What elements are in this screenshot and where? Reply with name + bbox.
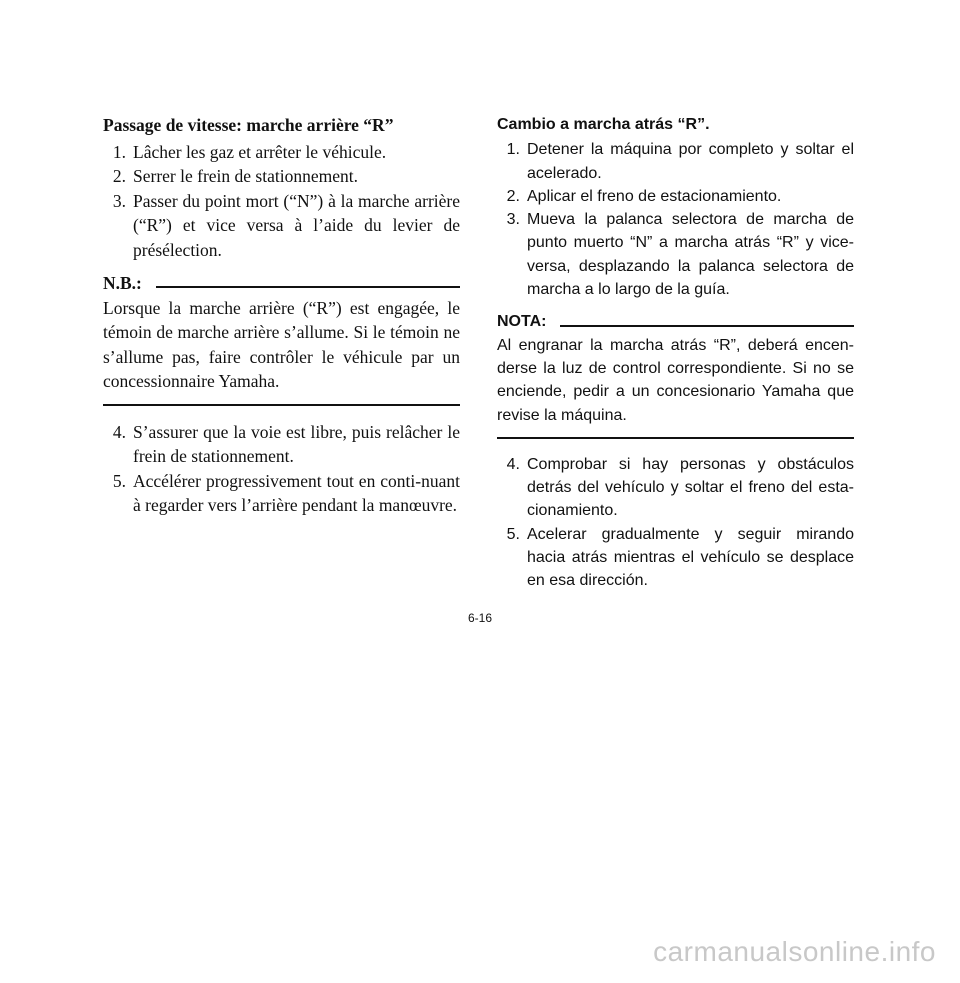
spanish-step-1 <box>497 138 854 185</box>
note-header-rule <box>156 286 460 288</box>
step-text: Passer du point mort (“N”) à la marche arrière (“R”) et vice versa à l’aide du levier de présélection. <box>133 190 460 260</box>
french-heading: Passage de vitesse: marche arrière “R” <box>103 115 394 135</box>
note-end-rule <box>497 437 854 439</box>
spanish-step-5 <box>497 523 854 593</box>
step-number: 3. <box>506 211 520 229</box>
spanish-step-2 <box>497 185 854 208</box>
french-steps-list <box>103 140 460 263</box>
step-text: Lâcher les gaz et arrêter le véhicule. <box>133 141 387 162</box>
step-number: 1. <box>112 141 126 162</box>
french-column <box>103 113 460 518</box>
step-text: Serrer le frein de stationnement. <box>133 166 358 186</box>
french-note-header <box>103 271 460 296</box>
french-step-4 <box>103 420 460 469</box>
step-number: 2. <box>506 187 520 205</box>
spanish-steps-list-continued <box>497 453 854 593</box>
french-note-label: N.B.: <box>103 273 142 293</box>
spanish-step-4 <box>497 453 854 523</box>
step-text: Accélérer progressivement tout en conti-nuant à regarder vers l’arrière pendant la manœuvre. <box>133 470 460 515</box>
french-step-5 <box>103 469 460 518</box>
step-text: S’assurer que la voie est libre, puis relâcher le frein de stationnement. <box>133 421 460 466</box>
step-text: Acelerar gradualmente y seguir mirando hacia atrás mientras el vehículo se desplace en esa dirección. <box>527 525 854 590</box>
spanish-column <box>497 113 854 593</box>
spanish-steps-list <box>497 138 854 301</box>
spanish-note-text: Al engranar la marcha atrás “R”, deberá encen-derse la luz de control correspondiente. Si no se enciende, pedir a un concesionario Yamaha que revise la máquina. <box>497 336 854 424</box>
step-number: 5. <box>506 525 520 543</box>
step-number: 4. <box>112 421 126 442</box>
watermark: carmanualsonline.info <box>653 936 936 967</box>
french-step-3 <box>103 189 460 263</box>
step-text: Detener la máquina por completo y soltar el acelerado. <box>527 141 854 182</box>
french-step-1 <box>103 140 460 165</box>
spanish-note-header <box>497 310 854 333</box>
french-step-2 <box>103 164 460 189</box>
spanish-note-label: NOTA: <box>497 313 547 331</box>
step-number: 5. <box>112 470 126 491</box>
step-number: 2. <box>112 166 126 186</box>
step-text: Aplicar el freno de estacionamiento. <box>527 187 782 205</box>
step-number: 4. <box>506 455 520 473</box>
page-number: 6-16 <box>467 611 493 625</box>
step-text: Mueva la palanca selectora de marcha de punto muerto “N” a marcha atrás “R” y vice-versa, desplazando la palanca selectora de marcha a lo largo de la guía. <box>527 211 854 299</box>
french-steps-list-continued <box>103 420 460 518</box>
french-note-text: Lorsque la marche arrière (“R”) est engagée, le témoin de marche arrière s’allume. Si le témoin ne s’allume pas, faire contrôler le véhicule par un concessionnaire Yamaha. <box>103 297 460 391</box>
step-number: 1. <box>506 141 520 159</box>
spanish-heading: Cambio a marcha atrás “R”. <box>497 116 710 133</box>
spanish-step-3 <box>497 208 854 301</box>
step-text: Comprobar si hay personas y obstáculos detrás del vehículo y soltar el freno del esta-cionamiento. <box>527 455 854 520</box>
note-end-rule <box>103 404 460 406</box>
step-number: 3. <box>112 190 126 211</box>
note-header-rule <box>560 325 854 327</box>
